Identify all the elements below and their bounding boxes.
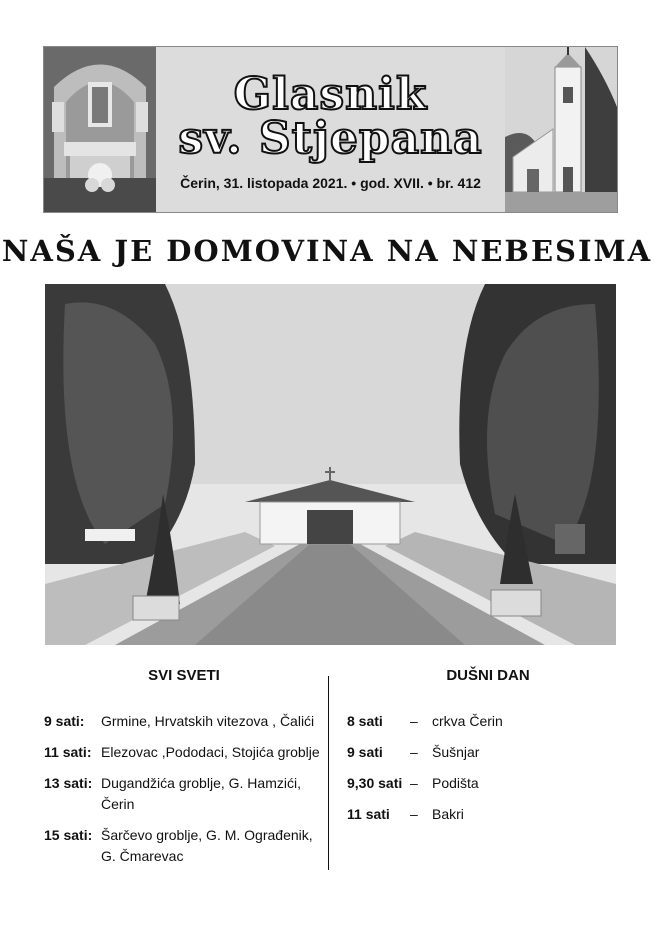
issue-line: Čerin, 31. listopada 2021. • god. XVII. • br. 412 — [180, 175, 481, 191]
masthead — [43, 46, 618, 213]
schedule-separator: – — [410, 775, 418, 791]
schedule-place-continued: Čerin — [101, 796, 135, 812]
dusni-dan-title: DUŠNI DAN — [446, 667, 530, 684]
schedule-place: Grmine, Hrvatskih vitezova , Čalići — [101, 713, 315, 729]
schedule-separator: – — [410, 806, 418, 822]
schedule-time: 8 sati — [347, 713, 383, 729]
schedule-time: 13 sati: — [44, 775, 93, 791]
schedule-place: Bakri — [432, 806, 464, 822]
schedule-separator: – — [410, 744, 418, 760]
schedule-time: 15 sati: — [44, 827, 93, 843]
schedule-time: 9,30 sati — [347, 775, 403, 791]
schedule-place: crkva Čerin — [432, 713, 503, 729]
schedule-place: Elezovac ,Pododaci, Stojića groblje — [101, 744, 320, 760]
schedule-place: Dugandžića groblje, G. Hamzići, — [101, 775, 301, 791]
newsletter-title-line2: sv. Stjepana — [178, 113, 483, 164]
schedule-place: Šušnjar — [432, 744, 480, 760]
schedule-place-continued: G. Čmarevac — [101, 848, 184, 864]
schedule-place: Podišta — [432, 775, 479, 791]
schedule-place: Šarčevo groblje, G. M. Ograđenik, — [101, 827, 313, 843]
headline: NAŠA JE DOMOVINA NA NEBESIMA — [1, 234, 653, 268]
column-divider — [328, 676, 329, 870]
title-block — [156, 47, 505, 212]
cemetery-chapel-photo — [45, 284, 616, 645]
newsletter-title-line1: Glasnik — [233, 69, 428, 120]
schedule-time: 9 sati — [347, 744, 383, 760]
schedule-time: 9 sati: — [44, 713, 85, 729]
schedule-separator: – — [410, 713, 418, 729]
church-interior-photo — [44, 47, 156, 212]
svi-sveti-title: SVI SVETI — [148, 667, 220, 684]
church-exterior-photo — [505, 47, 617, 212]
schedule-time: 11 sati — [347, 806, 390, 822]
schedule-time: 11 sati: — [44, 744, 92, 760]
